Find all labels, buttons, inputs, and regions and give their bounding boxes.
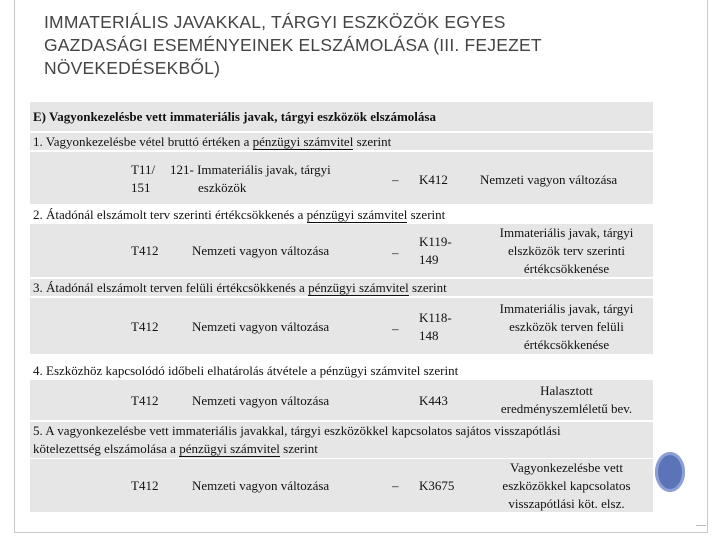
item-1-credit-code: K412	[419, 172, 448, 187]
item-2-intro-suffix: szerint	[407, 207, 446, 222]
title-line-3: NÖVEKEDÉSEKBŐL)	[44, 58, 221, 78]
item-5-intro-suffix: szerint	[279, 441, 318, 456]
title-line-2: GAZDASÁGI ESEMÉNYEINEK ELSZÁMOLÁSA (III. FEJEZET	[44, 35, 542, 55]
decorative-rule	[696, 525, 706, 526]
item-3-intro-text: 3. Átadónál elszámolt terven felüli értékcsökkenés a	[33, 280, 309, 295]
item-2-intro-underlined: pénzügyi számvitel	[306, 207, 408, 222]
item-2-credit-code-1: K119-	[419, 234, 452, 249]
item-5-credit-name-1: Vagyonkezelésbe vett	[510, 460, 623, 475]
slide-title	[44, 11, 644, 80]
item-3-intro	[33, 279, 447, 296]
item-1-credit-name: Nemzeti vagyon változása	[480, 172, 618, 187]
item-5-intro-underlined: pénzügyi számvitel	[179, 441, 280, 456]
item-1-intro-suffix: szerint	[353, 134, 392, 149]
item-4-debit-name: Nemzeti vagyon változása	[192, 393, 330, 408]
item-5-dash: –	[392, 478, 399, 493]
item-3-credit-name-1: Immateriális javak, tárgyi	[499, 301, 634, 316]
item-2-debit-name: Nemzeti vagyon változása	[192, 243, 330, 258]
item-2-intro-text: 2. Átadónál elszámolt terv szerinti értékcsökkenés a	[33, 207, 307, 222]
item-3-debit-name: Nemzeti vagyon változása	[192, 319, 330, 334]
item-1-debit-code-1: T11/	[131, 162, 156, 177]
item-3-intro-underlined: pénzügyi számvitel	[308, 280, 409, 295]
item-3-dash: –	[392, 321, 399, 336]
item-1-debit-code-2: 151	[131, 180, 151, 195]
item-4-credit-code: K443	[419, 393, 448, 408]
item-1-debit-name-2: eszközök	[198, 180, 247, 195]
item-3-debit-code: T412	[131, 319, 159, 334]
item-4-credit-name-1: Halasztott	[540, 383, 593, 398]
item-5-credit-name-2: eszközökkel kapcsolatos	[502, 478, 631, 493]
item-3-credit-code-1: K118-	[419, 310, 452, 325]
item-1-intro-underlined: pénzügyi számvitel	[252, 134, 354, 149]
item-5-intro-line-2	[33, 440, 318, 457]
decorative-circle	[655, 452, 685, 492]
item-3-credit-code-2: 148	[419, 328, 439, 343]
item-5-debit-code: T412	[131, 478, 159, 493]
item-5-intro-text: kötelezettség elszámolása a	[33, 441, 180, 456]
item-1-dash: –	[392, 172, 399, 187]
item-5-intro-line-1: 5. A vagyonkezelésbe vett immateriális javakkal, tárgyi eszközökkel kapcsolatos sajátos visszapótlási	[33, 423, 561, 438]
item-3-intro-suffix: szerint	[408, 280, 447, 295]
item-4-debit-code: T412	[131, 393, 159, 408]
item-4-intro: 4. Eszközhöz kapcsolódó időbeli elhatárolás átvétele a pénzügyi számvitel szerint	[33, 363, 459, 378]
item-1-intro	[33, 133, 391, 150]
item-5-debit-name: Nemzeti vagyon változása	[192, 478, 330, 493]
item-2-credit-name-1: Immateriális javak, tárgyi	[499, 225, 634, 240]
item-2-credit-name-3: értékcsökkenése	[523, 261, 610, 276]
section-heading: E) Vagyonkezelésbe vett immateriális javak, tárgyi eszközök elszámolása	[33, 109, 436, 124]
item-3-credit-name-3: értékcsökkenése	[523, 337, 610, 352]
item-5-credit-name-3: visszapótlási köt. elsz.	[508, 496, 625, 511]
item-2-debit-code: T412	[131, 243, 159, 258]
item-1-intro-text: 1. Vagyonkezelésbe vétel bruttó értéken a	[33, 134, 253, 149]
item-2-dash: –	[392, 245, 399, 260]
item-3-credit-name-2: eszközök terven felüli	[509, 319, 624, 334]
title-line-1: IMMATERIÁLIS JAVAKKAL, TÁRGYI ESZKÖZÖK EGYES	[44, 12, 506, 32]
item-1-debit-name-1: 121- Immateriális javak, tárgyi	[170, 162, 331, 177]
item-2-credit-code-2: 149	[419, 252, 439, 267]
item-2-intro	[33, 206, 445, 223]
item-4-credit-name-2: eredményszemléletű bev.	[500, 401, 633, 416]
item-2-credit-name-2: elszközök terv szerinti	[508, 243, 625, 258]
item-5-credit-code: K3675	[419, 478, 455, 493]
